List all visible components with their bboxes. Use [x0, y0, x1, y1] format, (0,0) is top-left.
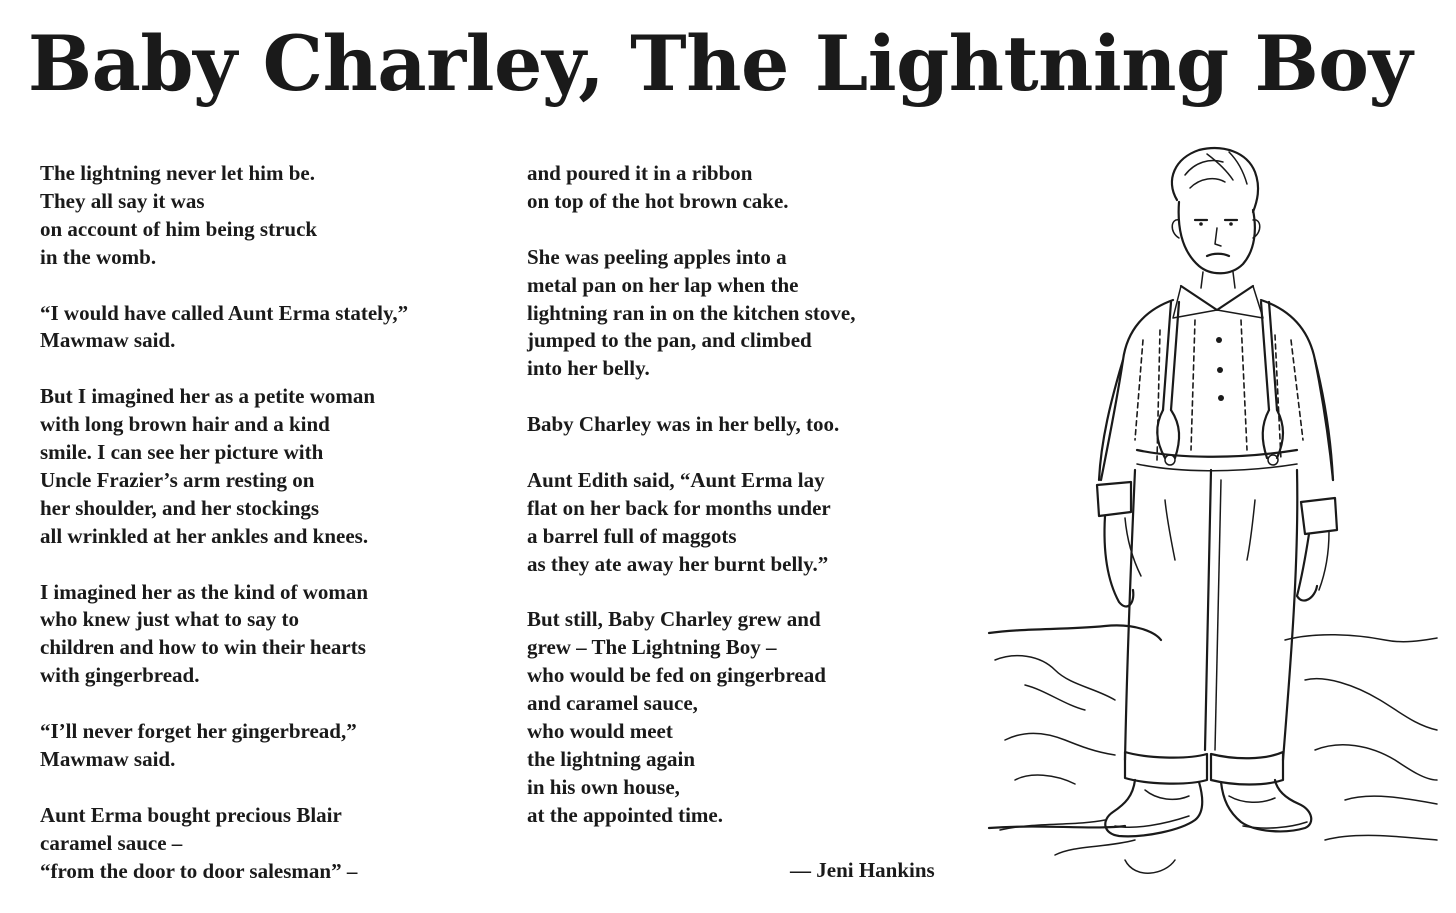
stanza: [527, 467, 967, 579]
stanza: [527, 160, 967, 216]
poem-line: She was peeling apples into a: [527, 244, 787, 269]
stanza: [40, 160, 500, 272]
stanza: [40, 300, 500, 356]
poem-line: Uncle Frazier’s arm resting on: [40, 467, 315, 492]
stanza: [40, 383, 500, 550]
poem-line: at the appointed time.: [527, 802, 723, 827]
stanza: [527, 411, 967, 439]
poem-line: on top of the hot brown cake.: [527, 188, 789, 213]
poem-line: Mawmaw said.: [40, 328, 176, 353]
poem-line: lightning ran in on the kitchen stove,: [527, 300, 856, 325]
poem-line: But I imagined her as a petite woman: [40, 384, 376, 409]
poem-line: Aunt Erma bought precious Blair: [40, 802, 342, 827]
author-signature: — Jeni Hankins: [790, 858, 935, 882]
poem-line: The lightning never let him be.: [40, 161, 315, 185]
poem-line: in the womb.: [40, 244, 157, 269]
poem-line: They all say it was: [40, 188, 205, 213]
poem-line: who would be fed on gingerbread: [527, 663, 826, 688]
poem-line: with long brown hair and a kind: [40, 412, 330, 437]
stanza: [527, 244, 967, 384]
poem-title: Baby Charley, The Lightning Boy: [27, 19, 1413, 108]
poem-line: grew – The Lightning Boy –: [527, 635, 777, 660]
poem-line: into her belly.: [527, 356, 650, 381]
poem-line: and caramel sauce,: [527, 691, 698, 716]
poem-line: the lightning again: [527, 746, 696, 771]
poem-line: jumped to the pan, and climbed: [527, 328, 812, 353]
poem-line: But still, Baby Charley grew and: [527, 607, 821, 632]
poem-line: and poured it in a ribbon: [527, 161, 753, 185]
poem-line: smile. I can see her picture with: [40, 440, 324, 465]
poem-line: who knew just what to say to: [40, 607, 300, 632]
poem-line: on account of him being struck: [40, 216, 318, 241]
stanza: [40, 579, 500, 691]
poem-line: as they ate away her burnt belly.”: [527, 551, 829, 576]
poem-line: a barrel full of maggots: [527, 523, 737, 548]
poem-column-right: [527, 160, 967, 858]
poem-line: metal pan on her lap when the: [527, 272, 799, 297]
poem-line: her shoulder, and her stockings: [40, 495, 320, 520]
poem-line: “I’ll never forget her gingerbread,”: [40, 719, 357, 744]
poem-line: all wrinkled at her ankles and knees.: [40, 523, 369, 548]
poem-column-left: [40, 160, 500, 913]
poem-line: “from the door to door salesman” –: [40, 858, 358, 883]
poem-line: who would meet: [527, 719, 673, 744]
stanza: [40, 718, 500, 774]
poem-line: “I would have called Aunt Erma stately,”: [40, 300, 409, 325]
poem-line: flat on her back for months under: [527, 495, 831, 520]
poem-line: Aunt Edith said, “Aunt Erma lay: [527, 467, 825, 492]
poem-line: caramel sauce –: [40, 830, 183, 855]
poem-line: with gingerbread.: [40, 663, 200, 688]
stanza: [527, 606, 967, 829]
poem-line: Mawmaw said.: [40, 746, 176, 771]
poem-line: Baby Charley was in her belly, too.: [527, 412, 840, 437]
poem-line: in his own house,: [527, 774, 680, 799]
boy-illustration: [985, 140, 1440, 880]
poem-line: children and how to win their hearts: [40, 635, 366, 660]
poem-line: I imagined her as the kind of woman: [40, 579, 369, 604]
stanza: [40, 802, 500, 886]
